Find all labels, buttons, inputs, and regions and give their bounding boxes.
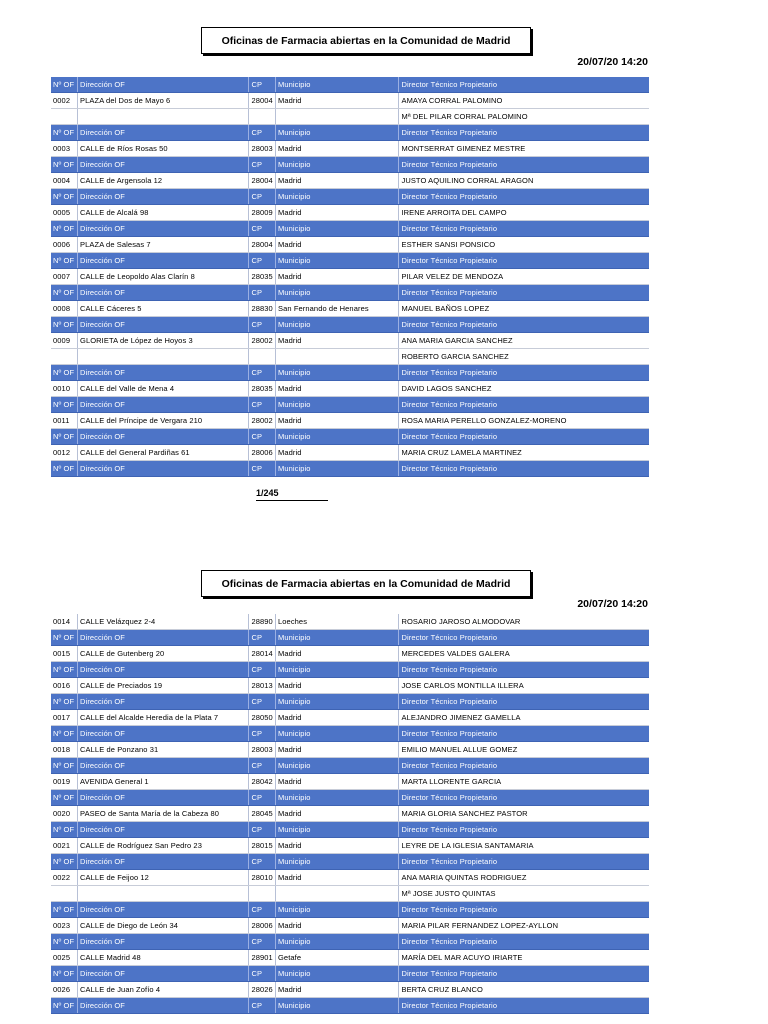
table-row: [51, 806, 649, 822]
column-header-cp: CP: [249, 461, 276, 477]
column-header-cp: CP: [249, 285, 276, 301]
table-header-row: [51, 726, 649, 742]
column-header-cp: CP: [249, 397, 276, 413]
cell-dir: GLORIETA de López de Hoyos 3: [78, 333, 249, 349]
column-header-mun: Municipio: [276, 694, 399, 710]
column-header-cp: CP: [249, 365, 276, 381]
cell-num: 0009: [51, 333, 78, 349]
column-header-num: Nº OF: [51, 461, 78, 477]
column-header-mun: Municipio: [276, 726, 399, 742]
table-header-row: [51, 902, 649, 918]
cell-dt: PILAR VELEZ DE MENDOZA: [399, 269, 649, 285]
table-header-row: [51, 758, 649, 774]
cell-num: 0007: [51, 269, 78, 285]
cell-cp: 28035: [249, 269, 276, 285]
cell-mun: Madrid: [276, 333, 399, 349]
table-row: [51, 870, 649, 886]
cell-dt: MONTSERRAT GIMENEZ MESTRE: [399, 141, 649, 157]
cell-cp: 28026: [249, 982, 276, 998]
cell-num: 0011: [51, 413, 78, 429]
column-header-dir: Dirección OF: [78, 397, 249, 413]
column-header-dir: Dirección OF: [78, 157, 249, 173]
column-header-dir: Dirección OF: [78, 966, 249, 982]
column-header-dt: Director Técnico Propietario: [399, 854, 649, 870]
column-header-num: Nº OF: [51, 429, 78, 445]
column-header-dt: Director Técnico Propietario: [399, 157, 649, 173]
table-header-row: [51, 822, 649, 838]
table-header-row: [51, 854, 649, 870]
column-header-dir: Dirección OF: [78, 221, 249, 237]
cell-mun: San Fernando de Henares: [276, 301, 399, 317]
column-header-mun: Municipio: [276, 854, 399, 870]
cell-dir: CALLE de Alcalá 98: [78, 205, 249, 221]
column-header-cp: CP: [249, 221, 276, 237]
cell-dt: MARIA CRUZ LAMELA MARTINEZ: [399, 445, 649, 461]
cell-dir: CALLE de Feijoo 12: [78, 870, 249, 886]
column-header-cp: CP: [249, 966, 276, 982]
column-header-num: Nº OF: [51, 758, 78, 774]
cell-mun: Madrid: [276, 710, 399, 726]
cell-dt: MANUEL BAÑOS LOPEZ: [399, 301, 649, 317]
column-header-dt: Director Técnico Propietario: [399, 253, 649, 269]
cell-cp: 28014: [249, 646, 276, 662]
column-header-mun: Municipio: [276, 365, 399, 381]
column-header-dir: Dirección OF: [78, 189, 249, 205]
column-header-mun: Municipio: [276, 790, 399, 806]
cell-num: 0022: [51, 870, 78, 886]
column-header-mun: Municipio: [276, 221, 399, 237]
column-header-dir: Dirección OF: [78, 365, 249, 381]
column-header-num: Nº OF: [51, 365, 78, 381]
column-header-cp: CP: [249, 726, 276, 742]
column-header-dt: Director Técnico Propietario: [399, 902, 649, 918]
column-header-mun: Municipio: [276, 317, 399, 333]
cell-num: 0018: [51, 742, 78, 758]
column-header-num: Nº OF: [51, 630, 78, 646]
cell-num: 0004: [51, 173, 78, 189]
column-header-mun: Municipio: [276, 998, 399, 1014]
cell-mun: Madrid: [276, 918, 399, 934]
cell-cp: 28004: [249, 93, 276, 109]
cell-num: 0026: [51, 982, 78, 998]
column-header-num: Nº OF: [51, 77, 78, 93]
cell-dir: PLAZA de Salesas 7: [78, 237, 249, 253]
table-header-row: [51, 662, 649, 678]
cell-dt: JUSTO AQUILINO CORRAL ARAGON: [399, 173, 649, 189]
cell-cp: 28003: [249, 742, 276, 758]
column-header-dir: Dirección OF: [78, 998, 249, 1014]
column-header-dt: Director Técnico Propietario: [399, 317, 649, 333]
column-header-num: Nº OF: [51, 317, 78, 333]
column-header-dt: Director Técnico Propietario: [399, 77, 649, 93]
cell-cp: 28042: [249, 774, 276, 790]
column-header-num: Nº OF: [51, 125, 78, 141]
cell-mun: Madrid: [276, 237, 399, 253]
column-header-dir: Dirección OF: [78, 854, 249, 870]
table-header-row: [51, 694, 649, 710]
table-header-row: [51, 630, 649, 646]
column-header-dir: Dirección OF: [78, 662, 249, 678]
cell-cp: 28050: [249, 710, 276, 726]
report-timestamp: 20/07/20 14:20: [577, 56, 648, 68]
column-header-mun: Municipio: [276, 397, 399, 413]
cell-cp: 28010: [249, 870, 276, 886]
column-header-cp: CP: [249, 157, 276, 173]
cell-num: 0006: [51, 237, 78, 253]
column-header-num: Nº OF: [51, 221, 78, 237]
cell-dir: AVENIDA General 1: [78, 774, 249, 790]
column-header-dt: Director Técnico Propietario: [399, 998, 649, 1014]
cell-dir: CALLE de Preciados 19: [78, 678, 249, 694]
column-header-mun: Municipio: [276, 758, 399, 774]
column-header-dir: Dirección OF: [78, 790, 249, 806]
cell-mun: Madrid: [276, 806, 399, 822]
cell-dir: CALLE Madrid 48: [78, 950, 249, 966]
cell-mun: Madrid: [276, 205, 399, 221]
column-header-mun: Municipio: [276, 902, 399, 918]
column-header-cp: CP: [249, 822, 276, 838]
column-header-num: Nº OF: [51, 726, 78, 742]
cell-dt: MERCEDES VALDES GALERA: [399, 646, 649, 662]
column-header-dt: Director Técnico Propietario: [399, 726, 649, 742]
cell-dt: MARIA GLORIA SANCHEZ PASTOR: [399, 806, 649, 822]
cell-cp: 28003: [249, 141, 276, 157]
cell-mun: Madrid: [276, 774, 399, 790]
cell-dt: Mª DEL PILAR CORRAL PALOMINO: [399, 109, 649, 125]
cell-dir: PLAZA del Dos de Mayo 6: [78, 93, 249, 109]
column-header-mun: Municipio: [276, 934, 399, 950]
cell-cp: 28009: [249, 205, 276, 221]
column-header-dir: Dirección OF: [78, 285, 249, 301]
cell-num: 0021: [51, 838, 78, 854]
cell-num: 0014: [51, 614, 78, 630]
cell-num: 0012: [51, 445, 78, 461]
column-header-dir: Dirección OF: [78, 902, 249, 918]
cell-dir: CALLE de Diego de León 34: [78, 918, 249, 934]
cell-dt: JOSE CARLOS MONTILLA ILLERA: [399, 678, 649, 694]
cell-cp: [249, 886, 276, 902]
cell-mun: Madrid: [276, 173, 399, 189]
column-header-num: Nº OF: [51, 966, 78, 982]
column-header-cp: CP: [249, 662, 276, 678]
column-header-dir: Dirección OF: [78, 726, 249, 742]
column-header-cp: CP: [249, 253, 276, 269]
column-header-dt: Director Técnico Propietario: [399, 694, 649, 710]
cell-dt: ALEJANDRO JIMENEZ GAMELLA: [399, 710, 649, 726]
cell-mun: Madrid: [276, 646, 399, 662]
column-header-mun: Municipio: [276, 966, 399, 982]
column-header-cp: CP: [249, 317, 276, 333]
cell-mun: Madrid: [276, 93, 399, 109]
column-header-cp: CP: [249, 998, 276, 1014]
cell-num: 0023: [51, 918, 78, 934]
column-header-num: Nº OF: [51, 157, 78, 173]
cell-dir: [78, 886, 249, 902]
cell-dt: LEYRE DE LA IGLESIA SANTAMARIA: [399, 838, 649, 854]
column-header-num: Nº OF: [51, 189, 78, 205]
table-row: [51, 886, 649, 902]
table-row: [51, 982, 649, 998]
cell-cp: 28035: [249, 381, 276, 397]
cell-dir: CALLE de Argensola 12: [78, 173, 249, 189]
cell-dir: CALLE de Juan Zofío 4: [78, 982, 249, 998]
column-header-dt: Director Técnico Propietario: [399, 125, 649, 141]
column-header-dt: Director Técnico Propietario: [399, 285, 649, 301]
cell-dt: Mª JOSE JUSTO QUINTAS: [399, 886, 649, 902]
cell-mun: Madrid: [276, 141, 399, 157]
cell-num: 0015: [51, 646, 78, 662]
cell-dt: ANA MARIA QUINTAS RODRIGUEZ: [399, 870, 649, 886]
column-header-cp: CP: [249, 77, 276, 93]
column-header-num: Nº OF: [51, 822, 78, 838]
cell-dir: CALLE de Rodríguez San Pedro 23: [78, 838, 249, 854]
cell-cp: 28901: [249, 950, 276, 966]
cell-cp: 28002: [249, 413, 276, 429]
cell-mun: Madrid: [276, 445, 399, 461]
cell-mun: Madrid: [276, 870, 399, 886]
column-header-mun: Municipio: [276, 429, 399, 445]
cell-cp: 28013: [249, 678, 276, 694]
cell-num: 0019: [51, 774, 78, 790]
column-header-dt: Director Técnico Propietario: [399, 429, 649, 445]
cell-dt: MARTA LLORENTE GARCIA: [399, 774, 649, 790]
column-header-dir: Dirección OF: [78, 125, 249, 141]
table-row: [51, 838, 649, 854]
column-header-mun: Municipio: [276, 630, 399, 646]
column-header-mun: Municipio: [276, 157, 399, 173]
column-header-mun: Municipio: [276, 461, 399, 477]
column-header-dir: Dirección OF: [78, 429, 249, 445]
cell-mun: Madrid: [276, 413, 399, 429]
column-header-dt: Director Técnico Propietario: [399, 822, 649, 838]
table-header-row: [51, 790, 649, 806]
column-header-num: Nº OF: [51, 854, 78, 870]
cell-dt: MARIA PILAR FERNANDEZ LOPEZ-AYLLON: [399, 918, 649, 934]
table-row: [51, 950, 649, 966]
column-header-cp: CP: [249, 902, 276, 918]
cell-dir: CALLE Cáceres 5: [78, 301, 249, 317]
cell-cp: 28045: [249, 806, 276, 822]
cell-dt: ROSARIO JAROSO ALMODOVAR: [399, 614, 649, 630]
column-header-dt: Director Técnico Propietario: [399, 221, 649, 237]
cell-dt: MARÍA DEL MAR ACUYO IRIARTE: [399, 950, 649, 966]
column-header-dt: Director Técnico Propietario: [399, 934, 649, 950]
column-header-dt: Director Técnico Propietario: [399, 365, 649, 381]
cell-num: 0003: [51, 141, 78, 157]
cell-num: 0005: [51, 205, 78, 221]
cell-dir: CALLE del Valle de Mena 4: [78, 381, 249, 397]
table-header-row: [51, 998, 649, 1014]
column-header-num: Nº OF: [51, 694, 78, 710]
cell-dir: CALLE de Ríos Rosas 50: [78, 141, 249, 157]
column-header-dt: Director Técnico Propietario: [399, 662, 649, 678]
cell-mun: Madrid: [276, 381, 399, 397]
column-header-dt: Director Técnico Propietario: [399, 189, 649, 205]
column-header-num: Nº OF: [51, 998, 78, 1014]
cell-dir: PASEO de Santa María de la Cabeza 80: [78, 806, 249, 822]
column-header-cp: CP: [249, 125, 276, 141]
table-row: [51, 774, 649, 790]
cell-mun: [276, 886, 399, 902]
column-header-num: Nº OF: [51, 253, 78, 269]
report-title: Oficinas de Farmacia abiertas en la Comunidad de Madrid: [201, 27, 531, 54]
cell-cp: 28830: [249, 301, 276, 317]
cell-cp: 28004: [249, 237, 276, 253]
cell-dt: ESTHER SANSI PONSICO: [399, 237, 649, 253]
column-header-cp: CP: [249, 630, 276, 646]
table-row: [51, 646, 649, 662]
cell-num: 0017: [51, 710, 78, 726]
table-header-row: [51, 966, 649, 982]
cell-dir: CALLE del Alcalde Heredia de la Plata 7: [78, 710, 249, 726]
column-header-dt: Director Técnico Propietario: [399, 966, 649, 982]
column-header-dir: Dirección OF: [78, 934, 249, 950]
cell-mun: Madrid: [276, 838, 399, 854]
column-header-cp: CP: [249, 758, 276, 774]
column-header-cp: CP: [249, 790, 276, 806]
pharmacy-table: [51, 614, 649, 1014]
column-header-mun: Municipio: [276, 285, 399, 301]
column-header-dt: Director Técnico Propietario: [399, 758, 649, 774]
column-header-dt: Director Técnico Propietario: [399, 397, 649, 413]
column-header-dir: Dirección OF: [78, 694, 249, 710]
cell-dt: EMILIO MANUEL ALLUE GOMEZ: [399, 742, 649, 758]
column-header-dir: Dirección OF: [78, 253, 249, 269]
cell-num: 0020: [51, 806, 78, 822]
column-header-mun: Municipio: [276, 189, 399, 205]
column-header-dir: Dirección OF: [78, 461, 249, 477]
cell-dt: DAVID LAGOS SANCHEZ: [399, 381, 649, 397]
cell-mun: Madrid: [276, 678, 399, 694]
column-header-mun: Municipio: [276, 77, 399, 93]
cell-dt: ROSA MARIA PERELLO GONZALEZ-MORENO: [399, 413, 649, 429]
column-header-num: Nº OF: [51, 662, 78, 678]
cell-cp: 28006: [249, 918, 276, 934]
cell-cp: 28015: [249, 838, 276, 854]
cell-dir: CALLE del General Pardiñas 61: [78, 445, 249, 461]
report-timestamp: 20/07/20 14:20: [577, 598, 648, 610]
table-row: [51, 710, 649, 726]
table-row: [51, 678, 649, 694]
column-header-cp: CP: [249, 854, 276, 870]
cell-dir: CALLE de Leopoldo Alas Clarín 8: [78, 269, 249, 285]
column-header-cp: CP: [249, 189, 276, 205]
column-header-dir: Dirección OF: [78, 630, 249, 646]
cell-dir: CALLE de Gutenberg 20: [78, 646, 249, 662]
table-row: [51, 614, 649, 630]
column-header-mun: Municipio: [276, 662, 399, 678]
cell-num: [51, 886, 78, 902]
cell-num: 0016: [51, 678, 78, 694]
column-header-cp: CP: [249, 934, 276, 950]
column-header-num: Nº OF: [51, 790, 78, 806]
report-title: Oficinas de Farmacia abiertas en la Comunidad de Madrid: [201, 570, 531, 597]
cell-dir: CALLE de Ponzano 31: [78, 742, 249, 758]
cell-mun: Loeches: [276, 614, 399, 630]
cell-mun: Madrid: [276, 982, 399, 998]
column-header-num: Nº OF: [51, 285, 78, 301]
column-header-dir: Dirección OF: [78, 822, 249, 838]
cell-num: 0002: [51, 93, 78, 109]
column-header-num: Nº OF: [51, 902, 78, 918]
cell-mun: Madrid: [276, 742, 399, 758]
cell-dt: IRENE ARROITA DEL CAMPO: [399, 205, 649, 221]
page-number: 1/245: [256, 488, 328, 501]
cell-dt: AMAYA CORRAL PALOMINO: [399, 93, 649, 109]
cell-dt: ANA MARIA GARCIA SANCHEZ: [399, 333, 649, 349]
cell-cp: 28890: [249, 614, 276, 630]
column-header-dt: Director Técnico Propietario: [399, 630, 649, 646]
cell-num: 0008: [51, 301, 78, 317]
cell-dir: CALLE del Príncipe de Vergara 210: [78, 413, 249, 429]
cell-mun: Madrid: [276, 269, 399, 285]
table-row: [51, 918, 649, 934]
table-row: [51, 742, 649, 758]
cell-dt: BERTA CRUZ BLANCO: [399, 982, 649, 998]
column-header-mun: Municipio: [276, 253, 399, 269]
cell-dt: ROBERTO GARCIA SANCHEZ: [399, 349, 649, 365]
column-header-num: Nº OF: [51, 934, 78, 950]
cell-mun: Getafe: [276, 950, 399, 966]
cell-num: 0025: [51, 950, 78, 966]
cell-num: 0010: [51, 381, 78, 397]
column-header-dir: Dirección OF: [78, 758, 249, 774]
cell-cp: 28004: [249, 173, 276, 189]
column-header-dir: Dirección OF: [78, 77, 249, 93]
cell-cp: 28006: [249, 445, 276, 461]
column-header-num: Nº OF: [51, 397, 78, 413]
column-header-dt: Director Técnico Propietario: [399, 790, 649, 806]
column-header-mun: Municipio: [276, 822, 399, 838]
column-header-dir: Dirección OF: [78, 317, 249, 333]
table-header-row: [51, 934, 649, 950]
column-header-mun: Municipio: [276, 125, 399, 141]
column-header-dt: Director Técnico Propietario: [399, 461, 649, 477]
column-header-cp: CP: [249, 694, 276, 710]
column-header-cp: CP: [249, 429, 276, 445]
cell-cp: 28002: [249, 333, 276, 349]
cell-dir: CALLE Velázquez 2-4: [78, 614, 249, 630]
